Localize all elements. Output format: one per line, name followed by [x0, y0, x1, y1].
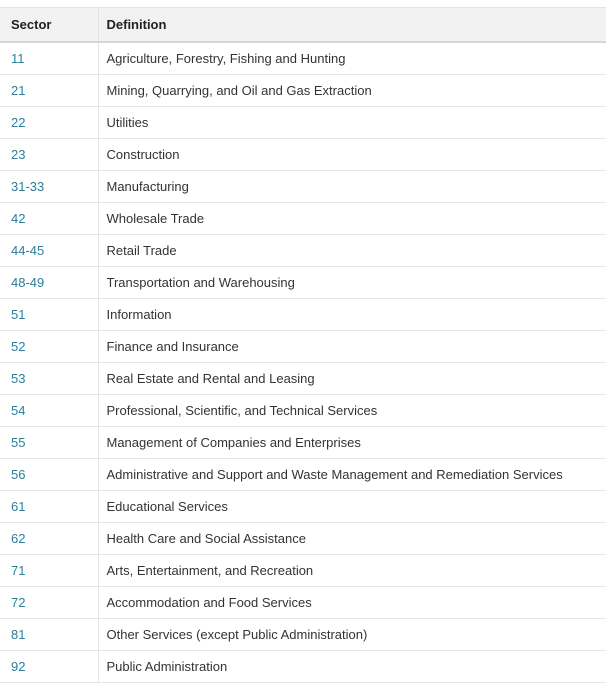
sector-code-link[interactable]: 92: [11, 659, 26, 674]
table-row: [0, 587, 606, 619]
table-row: [0, 107, 606, 139]
table-row: [0, 331, 606, 363]
sector-definition-cell: Public Administration: [98, 651, 606, 683]
sector-code-cell: [0, 587, 98, 619]
sector-code-link[interactable]: 53: [11, 371, 26, 386]
sector-definition-cell: Utilities: [98, 107, 606, 139]
sector-code-link[interactable]: 62: [11, 531, 26, 546]
sector-definition-cell: Finance and Insurance: [98, 331, 606, 363]
sector-code-cell: [0, 267, 98, 299]
sector-code-cell: [0, 555, 98, 587]
sector-definition-cell: Agriculture, Forestry, Fishing and Hunting: [98, 42, 606, 75]
sector-code-cell: [0, 139, 98, 171]
sector-code-link[interactable]: 71: [11, 563, 26, 578]
table-row: [0, 139, 606, 171]
sector-code-link[interactable]: 54: [11, 403, 26, 418]
table-row: [0, 267, 606, 299]
table-row: [0, 299, 606, 331]
sector-code-cell: [0, 523, 98, 555]
sector-code-cell: [0, 619, 98, 651]
table-row: [0, 75, 606, 107]
table-row: [0, 619, 606, 651]
sector-definition-cell: Administrative and Support and Waste Management and Remediation Services: [98, 459, 606, 491]
sector-code-cell: [0, 427, 98, 459]
sector-definition-cell: Other Services (except Public Administration): [98, 619, 606, 651]
table-row: [0, 171, 606, 203]
sector-definition-cell: Construction: [98, 139, 606, 171]
sector-code-link[interactable]: 72: [11, 595, 26, 610]
sector-definition-cell: Management of Companies and Enterprises: [98, 427, 606, 459]
table-row: [0, 491, 606, 523]
sector-column-header: Sector: [0, 8, 98, 43]
sector-definition-cell: Retail Trade: [98, 235, 606, 267]
sector-code-link[interactable]: 81: [11, 627, 26, 642]
table-row: [0, 555, 606, 587]
sector-code-link[interactable]: 44-45: [11, 243, 45, 258]
sector-code-link[interactable]: 23: [11, 147, 26, 162]
sector-definition-cell: Health Care and Social Assistance: [98, 523, 606, 555]
sector-code-link[interactable]: 48-49: [11, 275, 45, 290]
sector-code-link[interactable]: 51: [11, 307, 26, 322]
table-row: [0, 459, 606, 491]
table-row: [0, 651, 606, 683]
table-row: [0, 395, 606, 427]
sector-code-cell: [0, 299, 98, 331]
sector-definition-cell: Professional, Scientific, and Technical Services: [98, 395, 606, 427]
sector-code-link[interactable]: 56: [11, 467, 26, 482]
table-header: [0, 8, 606, 43]
sector-code-cell: [0, 203, 98, 235]
sector-code-cell: [0, 395, 98, 427]
table-row: [0, 42, 606, 75]
table-row: [0, 363, 606, 395]
definition-column-header: Definition: [98, 8, 606, 43]
table-body: [0, 42, 606, 683]
sector-code-cell: [0, 42, 98, 75]
sector-code-cell: [0, 75, 98, 107]
sector-definition-cell: Mining, Quarrying, and Oil and Gas Extraction: [98, 75, 606, 107]
sector-definition-cell: Educational Services: [98, 491, 606, 523]
sector-code-link[interactable]: 31-33: [11, 179, 45, 194]
sector-code-cell: [0, 459, 98, 491]
sector-definition-cell: Accommodation and Food Services: [98, 587, 606, 619]
sector-definition-cell: Manufacturing: [98, 171, 606, 203]
sector-code-link[interactable]: 22: [11, 115, 26, 130]
sector-code-cell: [0, 107, 98, 139]
sector-code-cell: [0, 651, 98, 683]
sector-code-cell: [0, 331, 98, 363]
sector-definition-cell: Information: [98, 299, 606, 331]
sector-code-link[interactable]: 11: [11, 51, 25, 66]
sector-code-link[interactable]: 61: [11, 499, 26, 514]
sector-code-cell: [0, 491, 98, 523]
sector-definition-cell: Transportation and Warehousing: [98, 267, 606, 299]
table-row: [0, 523, 606, 555]
sector-code-link[interactable]: 52: [11, 339, 26, 354]
sector-code-cell: [0, 363, 98, 395]
sector-code-link[interactable]: 21: [11, 83, 26, 98]
header-row: [0, 8, 606, 43]
sector-code-link[interactable]: 55: [11, 435, 26, 450]
table-row: [0, 235, 606, 267]
sector-definition-cell: Arts, Entertainment, and Recreation: [98, 555, 606, 587]
naics-sector-table-container: [0, 7, 606, 683]
sector-definition-cell: Real Estate and Rental and Leasing: [98, 363, 606, 395]
table-row: [0, 203, 606, 235]
sector-code-cell: [0, 171, 98, 203]
sector-definition-cell: Wholesale Trade: [98, 203, 606, 235]
table-row: [0, 427, 606, 459]
sector-code-cell: [0, 235, 98, 267]
sector-code-link[interactable]: 42: [11, 211, 26, 226]
naics-sector-table: [0, 7, 606, 683]
